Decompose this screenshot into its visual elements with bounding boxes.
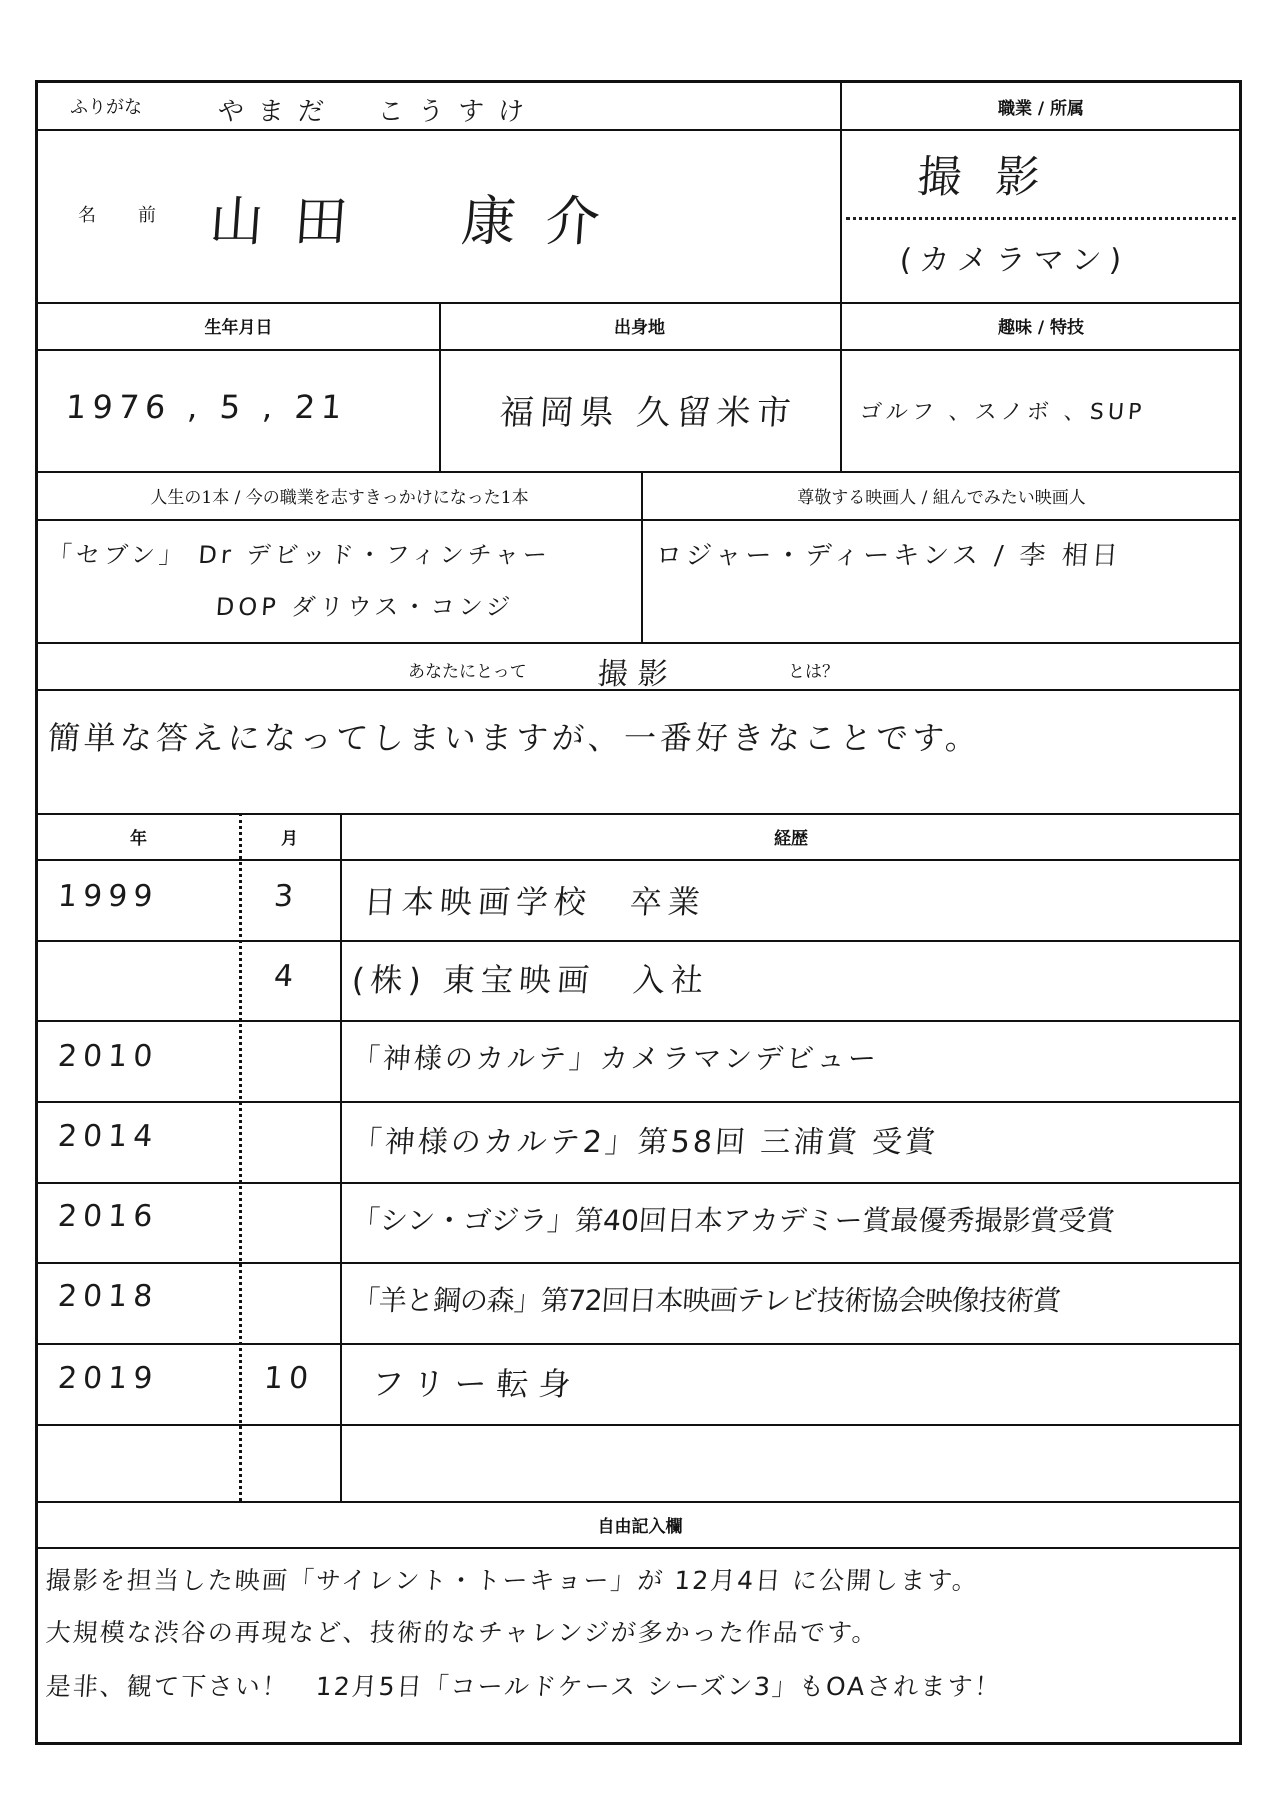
birthplace-label: 出身地 bbox=[614, 318, 665, 338]
birthdate-label: 生年月日 bbox=[204, 318, 273, 338]
career-month[interactable]: 10 bbox=[262, 1361, 316, 1396]
occupation-value[interactable]: 撮影 bbox=[915, 152, 1076, 203]
divider bbox=[38, 859, 1239, 861]
name-label: 名 前 bbox=[78, 205, 168, 226]
divider bbox=[38, 642, 1239, 644]
career-year-header: 年 bbox=[130, 828, 147, 849]
career-month[interactable]: 3 bbox=[272, 879, 301, 914]
respected-value[interactable]: ロジャー・ディーキンス / 李 相日 bbox=[654, 541, 1123, 571]
name-value[interactable]: 山田 康介 bbox=[207, 190, 632, 253]
respected-label: 尊敬する映画人 / 組んでみたい映画人 bbox=[797, 487, 1086, 508]
career-year[interactable]: 2016 bbox=[56, 1199, 160, 1234]
career-text[interactable]: 「神様のカルテ」カメラマンデビュー bbox=[350, 1042, 881, 1075]
divider bbox=[38, 519, 1239, 521]
career-text[interactable]: 「神様のカルテ2」第58回 三浦賞 受賞 bbox=[350, 1125, 940, 1160]
life-film-line1[interactable]: 「セブン」 Dr デビッド・フィンチャー bbox=[46, 541, 552, 569]
divider bbox=[38, 1343, 1239, 1345]
career-text[interactable]: フリー転身 bbox=[370, 1365, 582, 1403]
dotted-divider bbox=[846, 217, 1236, 220]
dotted-divider bbox=[239, 813, 242, 1501]
career-text[interactable]: 日本映画学校 卒業 bbox=[362, 883, 708, 921]
career-month-header: 月 bbox=[281, 828, 298, 849]
divider bbox=[38, 1020, 1239, 1022]
occupation-label: 職業 / 所属 bbox=[997, 98, 1085, 119]
furigana-label: ふりがな bbox=[70, 97, 142, 118]
profile-form bbox=[35, 80, 1242, 1745]
question-answer[interactable]: 簡単な答えになってしまいますが、一番好きなことです。 bbox=[46, 719, 983, 757]
career-year[interactable]: 2019 bbox=[56, 1361, 160, 1396]
question-suffix: とは？ bbox=[788, 662, 839, 682]
career-month[interactable]: 4 bbox=[272, 959, 301, 994]
divider bbox=[38, 1262, 1239, 1264]
career-text[interactable]: 「シン・ゴジラ」第40回日本アカデミー賞最優秀撮影賞受賞 bbox=[350, 1204, 1116, 1237]
birthdate-value[interactable]: 1976 , 5 , 21 bbox=[64, 388, 349, 426]
life-film-line2[interactable]: DOP ダリウス・コンジ bbox=[214, 593, 515, 621]
career-year[interactable]: 2010 bbox=[56, 1039, 160, 1074]
life-film-label: 人生の1本 / 今の職業を志すきっかけになった1本 bbox=[150, 487, 529, 508]
occupation-sub-value[interactable]: (カメラマン) bbox=[898, 243, 1131, 278]
divider bbox=[38, 129, 1239, 131]
question-prefix: あなたにとって bbox=[408, 662, 527, 682]
career-year[interactable]: 1999 bbox=[56, 879, 160, 914]
career-year[interactable]: 2014 bbox=[56, 1119, 160, 1154]
divider bbox=[340, 813, 342, 1501]
hobbies-value[interactable]: ゴルフ 、スノボ 、SUP bbox=[858, 400, 1147, 425]
divider bbox=[38, 1101, 1239, 1103]
career-history-header: 経歴 bbox=[774, 828, 808, 849]
divider bbox=[38, 349, 1239, 351]
career-text[interactable]: (株) 東宝映画 入社 bbox=[350, 961, 711, 999]
divider bbox=[840, 83, 842, 471]
divider bbox=[38, 940, 1239, 942]
hobbies-label: 趣味 / 特技 bbox=[997, 318, 1085, 338]
divider bbox=[38, 1424, 1239, 1426]
free-entry-label: 自由記入欄 bbox=[597, 1516, 683, 1537]
divider bbox=[38, 1182, 1239, 1184]
furigana-value[interactable]: やまだ こうすけ bbox=[216, 97, 539, 127]
free-entry-line[interactable]: 大規模な渋谷の再現など、技術的なチャレンジが多かった作品です。 bbox=[44, 1618, 880, 1647]
birthplace-value[interactable]: 福岡県 久留米市 bbox=[498, 393, 798, 433]
free-entry-line[interactable]: 是非、観て下さい！ 12月5日「コールドケース シーズン3」もOAされます！ bbox=[44, 1672, 1003, 1701]
divider bbox=[38, 1547, 1239, 1549]
career-text[interactable]: 「羊と鋼の森」第72回日本映画テレビ技術協会映像技術賞 bbox=[350, 1284, 1062, 1317]
career-year[interactable]: 2018 bbox=[56, 1279, 160, 1314]
free-entry-line[interactable]: 撮影を担当した映画「サイレント・トーキョー」が 12月4日 に公開します。 bbox=[44, 1566, 981, 1595]
question-subject[interactable]: 撮影 bbox=[596, 657, 679, 692]
